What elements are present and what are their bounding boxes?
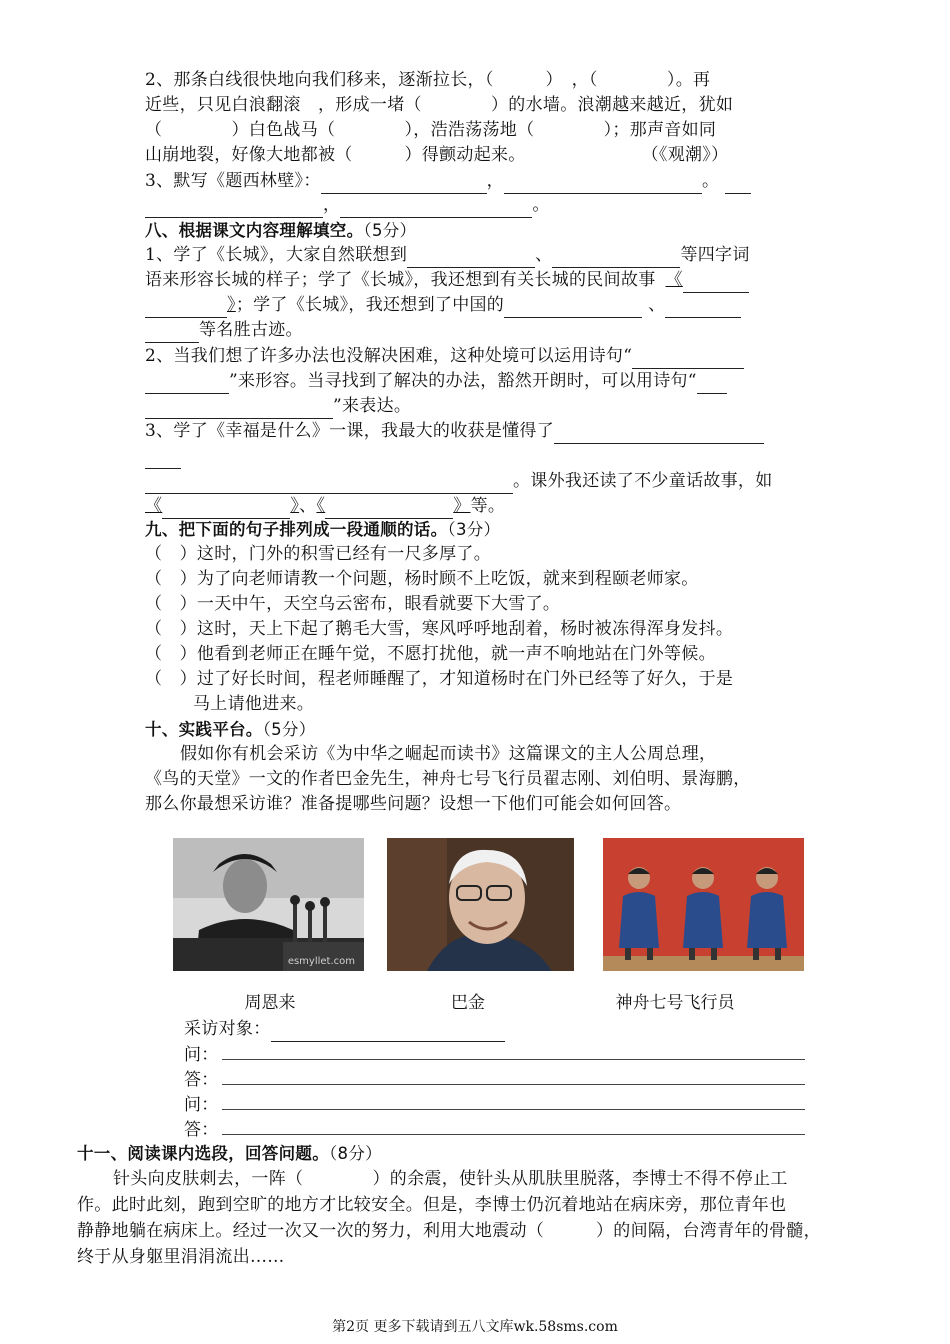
section-11-heading (77, 1141, 739, 1166)
ba-jin-photo (387, 838, 574, 971)
qa-label: 问： (184, 1045, 219, 1065)
qa-label: 答： (184, 1070, 219, 1090)
answer-blank[interactable] (145, 299, 227, 318)
ba-jin-photo-image (387, 838, 574, 971)
section-score: （8分） (329, 1144, 382, 1163)
s8-q1-line-4 (145, 318, 807, 343)
answer-blank[interactable] (665, 299, 741, 318)
s8-q2-line-1 (145, 344, 807, 369)
s8-q3-line-1 (145, 419, 807, 444)
question-text: 语来形容长城的样子；学了《长城》，我还想到有关长城的民间故事 (145, 270, 656, 290)
section-score: （5分） (363, 221, 417, 240)
separator: 、 (648, 295, 666, 315)
book-title-close: 》 (453, 496, 471, 516)
s11-passage-line-2: 作。此时此刻，跑到空旷的地方才比较安全。但是，李博士仍沉着地站在病床旁，那位青年也 (77, 1195, 787, 1215)
zhou-enlai-photo (173, 838, 364, 971)
ordering-item[interactable]: （ ）这时，天上下起了鹅毛大雪，寒风呼呼地刮着，杨时被冻得浑身发抖。 (145, 619, 734, 639)
book-title-open: 《 (316, 496, 326, 516)
separator: 、 (299, 496, 317, 516)
s7-line-1: 2、那条白线很快地向我们移来，逐渐拉长，（ ） ，（ ）。再 (145, 70, 711, 90)
photo-caption: 周恩来 (244, 993, 296, 1013)
punct-comma: ， (486, 171, 504, 191)
question-text: 等名胜古迹。 (199, 320, 303, 340)
s11-passage-line-4: 终于从身躯里涓涓流出…… (77, 1247, 285, 1267)
qa-label: 答： (184, 1120, 219, 1140)
ordering-item[interactable]: （ ）这时，门外的积雪已经有一尺多厚了。 (145, 544, 491, 564)
question-text: 3、学了《幸福是什么》一课，我最大的收获是懂得了 (145, 421, 555, 441)
interview-target-row (184, 1017, 584, 1042)
photo-caption: 巴金 (451, 993, 485, 1013)
s11-passage-line-1: 针头向皮肤刺去，一阵（ ）的余震，使针头从肌肤里脱落，李博士不得不停止工 (113, 1169, 788, 1189)
section-title: 九、把下面的句子排列成一段通顺的话。 (145, 520, 448, 539)
answer-blank[interactable] (632, 350, 744, 369)
answer-blank[interactable] (407, 249, 535, 268)
s8-q3-line-4 (145, 494, 807, 519)
s8-q1-line-2 (145, 268, 807, 293)
punct-period: 。 (701, 171, 720, 191)
interview-target-blank[interactable] (271, 1023, 505, 1042)
ordering-item-continued: 马上请他进来。 (193, 694, 315, 714)
s8-q1-line-1 (145, 243, 807, 268)
answer-blank[interactable] (552, 249, 680, 268)
punct-period: 。 (532, 195, 550, 215)
ordering-item[interactable]: （ ）他看到老师正在睡午觉，不愿打扰他，就一声不响地站在门外等候。 (145, 644, 716, 664)
s7-line-6 (145, 193, 807, 218)
answer-line[interactable] (222, 1109, 805, 1110)
photo-caption: 神舟七号飞行员 (615, 993, 735, 1013)
qa-label: 问： (184, 1095, 219, 1115)
answer-blank[interactable] (145, 400, 333, 419)
ordering-item[interactable]: （ ）一天中午，天空乌云密布，眼看就要下大雪了。 (145, 594, 561, 614)
section-score: （5分） (262, 720, 316, 739)
section-8-heading (145, 218, 807, 243)
answer-blank[interactable] (145, 324, 199, 343)
question-text: ”来形容。当寻找到了解决的办法，豁然开朗时，可以用诗句“ (229, 371, 697, 391)
s8-q3-line-2 (145, 444, 807, 469)
answer-blank[interactable] (145, 199, 323, 218)
s10-paragraph-line-3: 那么你最想采访谁？准备提哪些问题？设想一下他们可能会如何回答。 (145, 794, 682, 814)
punct-comma: ， (323, 195, 341, 215)
answer-blank[interactable] (321, 175, 487, 194)
s11-passage-line-3: 静静地躺在病床上。经过一次又一次的努力，利用大地震动（ ）的间隔，台湾青年的骨髓， (77, 1221, 821, 1241)
separator: 、 (535, 245, 553, 265)
s7-dictation-label: 3、默写《题西林壁》： (145, 171, 321, 191)
answer-blank[interactable] (697, 375, 727, 394)
question-text: 等四字词 (680, 245, 750, 265)
book-title-close: 》 (290, 496, 300, 516)
section-score: （3分） (447, 520, 501, 539)
s7-line-5 (145, 169, 807, 194)
answer-blank[interactable] (145, 375, 229, 394)
s10-paragraph-line-2: 《鸟的天堂》一文的作者巴金先生，神舟七号飞行员翟志刚、刘伯明、景海鹏， (145, 769, 751, 789)
answer-blank[interactable] (145, 450, 181, 469)
answer-blank[interactable] (340, 199, 532, 218)
section-title: 十、实践平台。 (145, 720, 263, 739)
book-title-open: 《 (665, 270, 683, 290)
answer-blank[interactable] (145, 475, 513, 494)
book-title-open: 《 (145, 496, 163, 516)
s7-line-3: （ ）白色战马（ ），浩浩荡荡地（ ）；那声音如同 (145, 120, 717, 140)
s8-q2-line-2 (145, 369, 807, 394)
source-note: （《观潮》） (641, 145, 729, 165)
s8-q1-line-3 (145, 293, 807, 318)
answer-blank[interactable] (504, 299, 642, 318)
photo-watermark: esmyllet.com (287, 956, 355, 967)
s7-line-4 (145, 143, 807, 168)
question-text: ；学了《长城》，我还想到了中国的 (235, 295, 505, 315)
section-title: 八、根据课文内容理解填空。 (145, 221, 364, 240)
s10-paragraph-line-1: 假如你有机会采访《为中华之崛起而读书》这篇课文的主人公周总理， (180, 744, 717, 764)
s8-q2-line-3 (145, 394, 807, 419)
question-text: 1、学了《长城》，大家自然联想到 (145, 245, 408, 265)
answer-blank[interactable] (554, 425, 764, 444)
astronauts-photo-image (603, 838, 804, 971)
question-text: 等。 (470, 496, 506, 516)
ordering-item[interactable]: （ ）过了好长时间，程老师睡醒了，才知道杨时在门外已经等了好久，于是 (145, 669, 734, 689)
ordering-item[interactable]: （ ）为了向老师请教一个问题，杨时顾不上吃饭，就来到程颐老师家。 (145, 569, 699, 589)
shenzhou-7-astronauts-photo (603, 838, 804, 971)
answer-blank[interactable] (725, 175, 751, 194)
question-text: 2、当我们想了许多办法也没解决困难，这种处境可以运用诗句“ (145, 346, 633, 366)
interview-target-label: 采访对象： (184, 1019, 271, 1039)
question-text: ”来表达。 (333, 396, 412, 416)
answer-line[interactable] (222, 1134, 805, 1135)
book-title-close: 》 (227, 295, 236, 315)
page-footer: 第2页 更多下载请到五八文库wk.58sms.com (332, 1319, 618, 1335)
zhou-enlai-photo-image (173, 838, 364, 971)
s7-line-2: 近些，只见白浪翻滚 ，形成一堵（ ）的水墙。浪潮越来越近，犹如 (145, 95, 734, 115)
s8-q3-line-3 (145, 469, 807, 494)
answer-line[interactable] (222, 1084, 805, 1085)
section-10-heading (145, 717, 807, 742)
section-title: 十一、阅读课内选段，回答问题。 (77, 1144, 329, 1163)
answer-line[interactable] (222, 1059, 805, 1060)
s7-line-4-text: 山崩地裂，好像大地都被（ ）得颤动起来。 (145, 145, 526, 165)
answer-blank[interactable] (683, 274, 749, 293)
question-text: 。课外我还读了不少童话故事，如 (513, 471, 773, 491)
answer-blank[interactable] (504, 175, 702, 194)
section-9-heading (145, 517, 807, 542)
